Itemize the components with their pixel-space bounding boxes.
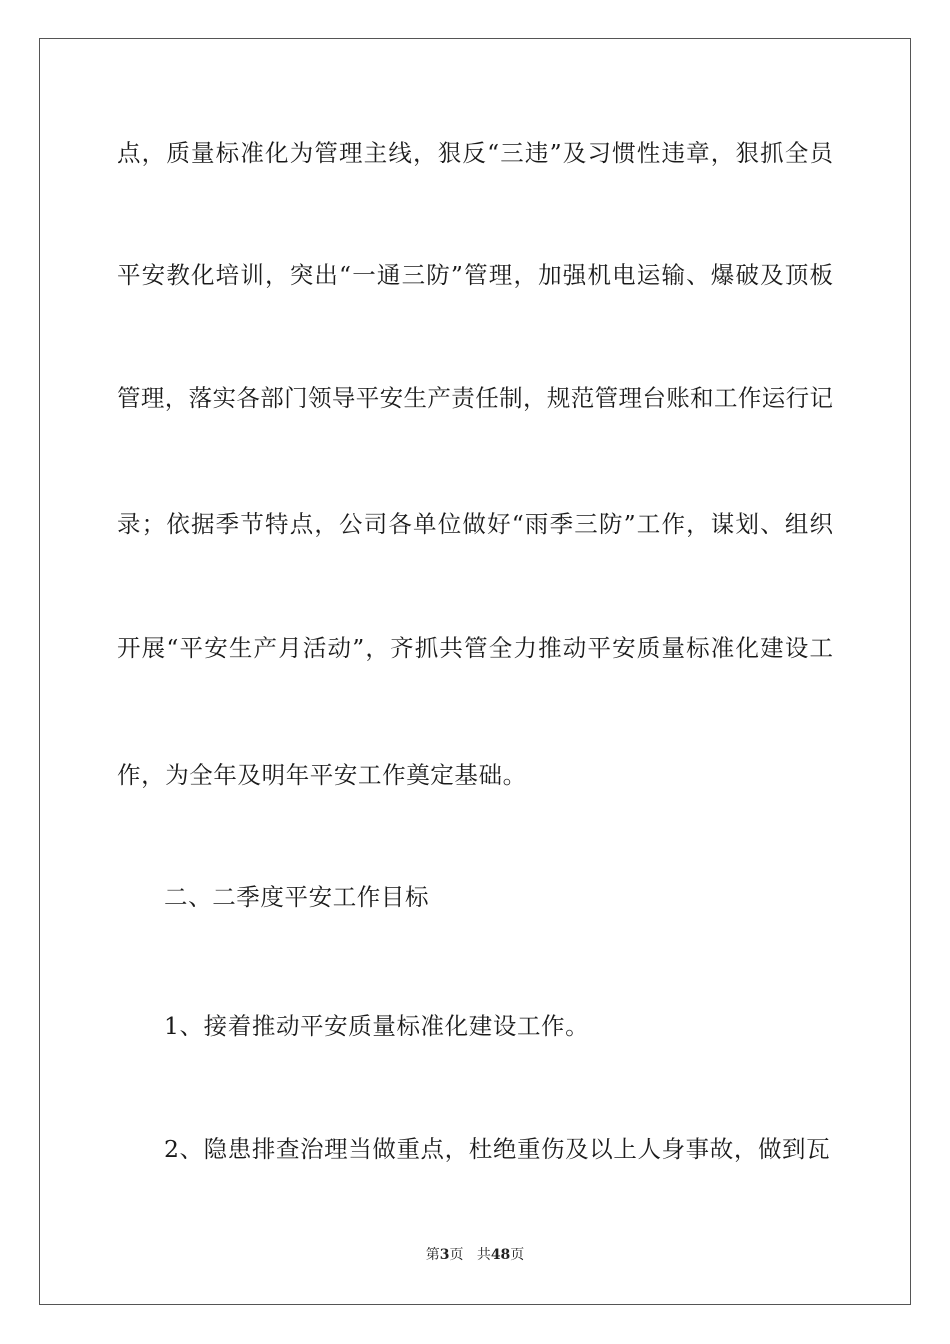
page-border (39, 38, 911, 1305)
body-line-5: 开展“平安生产月活动”，齐抓共管全力推动平安质量标准化建设工 (117, 634, 833, 662)
list-item-1: 1、接着推动平安质量标准化建设工作。 (164, 1012, 590, 1040)
total-pages: 48 (490, 1247, 511, 1263)
list-item-2: 2、隐患排查治理当做重点，杜绝重伤及以上人身事故，做到瓦 (164, 1135, 831, 1163)
total-prefix: 共 (476, 1247, 491, 1263)
body-line-6: 作，为全年及明年平安工作奠定基础。 (117, 761, 527, 789)
page-suffix: 页 (449, 1247, 464, 1263)
body-line-1: 点，质量标准化为管理主线，狠反“三违”及习惯性违章，狠抓全员 (117, 139, 833, 167)
section-heading: 二、二季度平安工作目标 (164, 883, 430, 911)
page-number: 3 (439, 1247, 450, 1263)
page-footer (0, 1246, 950, 1264)
body-line-4: 录；依据季节特点，公司各单位做好“雨季三防”工作，谋划、组织 (117, 510, 833, 538)
body-line-2: 平安教化培训，突出“一通三防”管理，加强机电运输、爆破及顶板 (117, 261, 833, 289)
page-prefix: 第 (425, 1247, 440, 1263)
body-line-3: 管理，落实各部门领导平安生产责任制，规范管理台账和工作运行记 (117, 384, 833, 412)
total-suffix: 页 (510, 1247, 525, 1263)
